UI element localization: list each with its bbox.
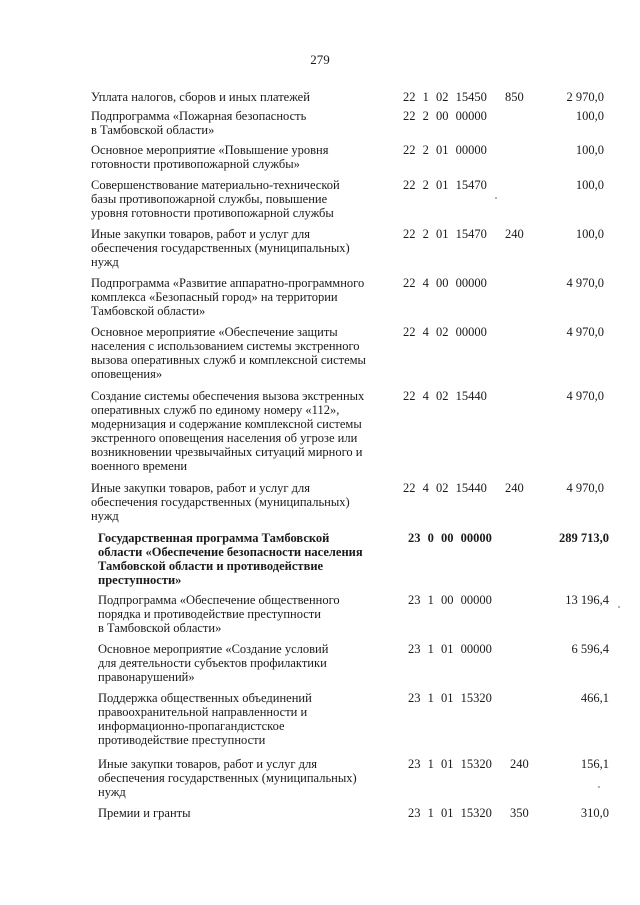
row-code: 22 2 00 00000 <box>403 109 487 123</box>
row-name <box>98 593 340 635</box>
row-name-line: обеспечения государственных (муниципальных) <box>91 495 350 509</box>
row-name-line: Основное мероприятие «Повышение уровня <box>91 143 329 157</box>
row-amount: 100,0 <box>575 143 604 157</box>
row-name-line: нужд <box>91 509 119 523</box>
row-name-line: готовности противопожарной службы» <box>91 157 300 171</box>
row-name-line: комплекса «Безопасный город» на территории <box>91 290 338 304</box>
row-code: 23 1 00 00000 <box>408 593 492 607</box>
row-name-line: Иные закупки товаров, работ и услуг для <box>91 227 311 241</box>
row-amount: 100,0 <box>575 227 604 241</box>
row-name <box>91 90 310 104</box>
row-name-line: области «Обеспечение безопасности населения <box>98 545 363 559</box>
row-name-line: Подпрограмма «Пожарная безопасность <box>91 109 307 123</box>
row-amount: 4 970,0 <box>566 276 604 290</box>
scan-speck <box>495 197 497 199</box>
row-name-line: порядка и противодействие преступности <box>98 607 321 621</box>
row-name-line: Основное мероприятие «Создание условий <box>98 642 329 656</box>
row-code: 22 2 01 00000 <box>403 143 487 157</box>
row-code: 22 1 02 15450 <box>403 90 487 104</box>
row-amount: 289 713,0 <box>559 531 609 545</box>
row-name <box>91 276 364 318</box>
row-amount: 4 970,0 <box>566 389 604 403</box>
row-name-line: Создание системы обеспечения вызова экстренных <box>91 389 365 403</box>
row-amount: 6 596,4 <box>571 642 609 656</box>
row-name-line: информационно-пропагандистское <box>98 719 285 733</box>
row-name <box>98 531 363 587</box>
row-name-line: уровня готовности противопожарной службы <box>91 206 334 220</box>
row-name-line: Премии и гранты <box>98 806 191 820</box>
row-name-line: военного времени <box>91 459 188 473</box>
scan-speck <box>598 786 600 788</box>
row-name-line: в Тамбовской области» <box>91 123 215 137</box>
page-number: 279 <box>310 52 330 67</box>
row-name-line: преступности» <box>98 573 182 587</box>
row-name-line: правоохранительной направленности и <box>98 705 308 719</box>
row-name <box>98 806 191 820</box>
row-name-line: оперативных служб по единому номеру «112», <box>91 403 340 417</box>
row-amount: 466,1 <box>580 691 609 705</box>
row-amount: 13 196,4 <box>565 593 609 607</box>
row-code: 23 1 01 15320 <box>408 806 492 820</box>
row-code: 22 2 01 15470 <box>403 178 487 192</box>
row-name-line: модернизация и содержание комплексной системы <box>91 417 362 431</box>
row-code: 23 0 00 00000 <box>408 531 492 545</box>
row-name <box>91 481 350 523</box>
row-name-line: экстренного оповещения населения об угрозе или <box>91 431 358 445</box>
row-name-line: правонарушений» <box>98 670 195 684</box>
row-name-line: обеспечения государственных (муниципальных) <box>91 241 350 255</box>
row-code: 23 1 01 15320 <box>408 691 492 705</box>
row-name-line: противодействие преступности <box>98 733 266 747</box>
row-amount: 100,0 <box>575 109 604 123</box>
row-name-line: населения с использованием системы экстренного <box>91 339 360 353</box>
row-name <box>91 178 340 220</box>
row-name-line: Тамбовской области» <box>91 304 206 318</box>
row-name <box>98 691 312 747</box>
row-expense-type: 240 <box>505 481 524 495</box>
row-name-line: Тамбовской области и противодействие <box>98 559 324 573</box>
row-amount: 156,1 <box>580 757 609 771</box>
row-code: 23 1 01 15320 <box>408 757 492 771</box>
row-name-line: Подпрограмма «Обеспечение общественного <box>98 593 340 607</box>
row-amount: 4 970,0 <box>566 481 604 495</box>
row-name-line: нужд <box>98 785 126 799</box>
row-amount: 310,0 <box>580 806 609 820</box>
row-expense-type: 240 <box>510 757 529 771</box>
row-name-line: вызова оперативных служб и комплексной системы <box>91 353 366 367</box>
row-name-line: оповещения» <box>91 367 163 381</box>
row-name <box>91 325 366 381</box>
row-name-line: Совершенствование материально-технической <box>91 178 340 192</box>
row-name-line: Иные закупки товаров, работ и услуг для <box>98 757 318 771</box>
row-name-line: возникновении чрезвычайных ситуаций мирного и <box>91 445 363 459</box>
row-name-line: Основное мероприятие «Обеспечение защиты <box>91 325 338 339</box>
row-name <box>91 143 329 171</box>
row-code: 22 4 00 00000 <box>403 276 487 290</box>
row-expense-type: 240 <box>505 227 524 241</box>
row-name-line: в Тамбовской области» <box>98 621 222 635</box>
row-name-line: базы противопожарной службы, повышение <box>91 192 328 206</box>
scan-speck <box>618 606 620 608</box>
row-name-line: Государственная программа Тамбовской <box>98 531 330 545</box>
row-code: 22 4 02 15440 <box>403 389 487 403</box>
row-name-line: для деятельности субъектов профилактики <box>98 656 327 670</box>
row-name-line: Подпрограмма «Развитие аппаратно-программного <box>91 276 365 290</box>
row-name <box>91 389 364 473</box>
row-amount: 2 970,0 <box>566 90 604 104</box>
row-amount: 4 970,0 <box>566 325 604 339</box>
row-name-line: нужд <box>91 255 119 269</box>
row-name <box>98 757 357 799</box>
row-code: 22 4 02 15440 <box>403 481 487 495</box>
row-code: 22 2 01 15470 <box>403 227 487 241</box>
row-code: 23 1 01 00000 <box>408 642 492 656</box>
row-name-line: Иные закупки товаров, работ и услуг для <box>91 481 311 495</box>
row-name-line: Уплата налогов, сборов и иных платежей <box>91 90 310 104</box>
row-name <box>98 642 328 684</box>
row-expense-type: 350 <box>510 806 529 820</box>
row-expense-type: 850 <box>505 90 524 104</box>
row-name <box>91 109 306 137</box>
row-amount: 100,0 <box>575 178 604 192</box>
row-code: 22 4 02 00000 <box>403 325 487 339</box>
row-name-line: Поддержка общественных объединений <box>98 691 312 705</box>
row-name <box>91 227 350 269</box>
row-name-line: обеспечения государственных (муниципальных) <box>98 771 357 785</box>
